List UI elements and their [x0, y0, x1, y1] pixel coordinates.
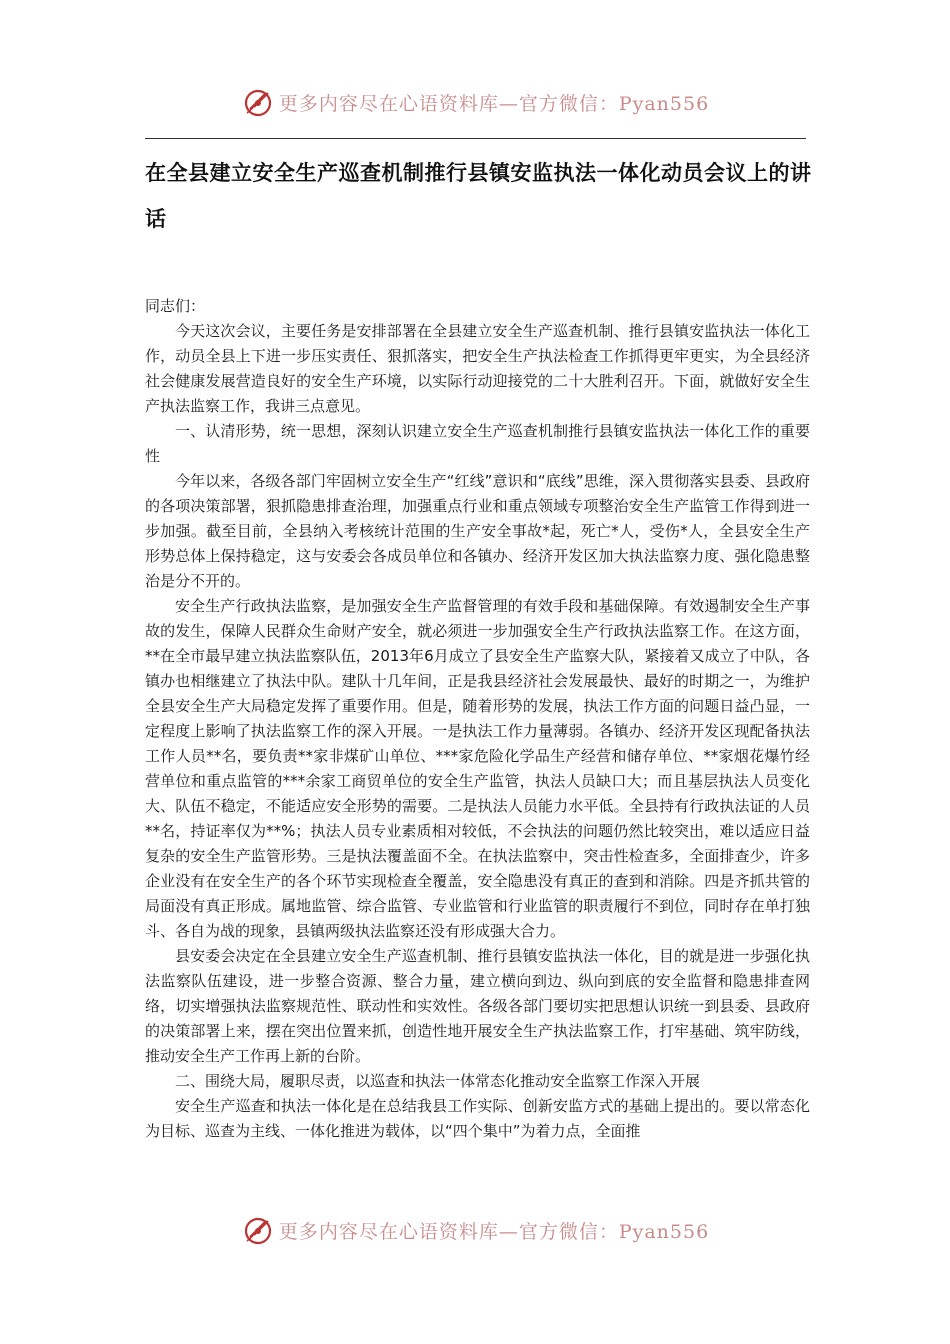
- section-heading: 一、认清形势，统一思想，深刻认识建立安全生产巡查机制推行县镇安监执法一体化工作的重要性: [145, 422, 810, 465]
- paragraph: 县安委会决定在全县建立安全生产巡查机制、推行县镇安监执法一体化，目的就是进一步强化执法监察队伍建设，进一步整合资源、整合力量，建立横向到边、纵向到底的安全监督和隐患排查网络，切实增强执法监察规范性、联动性和实效性。各级各部门要切实把思想认识统一到县委、县政府的决策部署上来，摆在突出位置来抓，创造性地开展安全生产执法监察工作，打牢基础、筑牢防线，推动安全生产工作再上新的台阶。: [145, 947, 810, 1065]
- header-divider: [145, 138, 806, 139]
- quill-logo-icon: [241, 1213, 275, 1247]
- document-title: 在全县建立安全生产巡查机制推行县镇安监执法一体化动员会议上的讲话: [145, 161, 812, 231]
- quill-logo-icon: [241, 85, 275, 119]
- paragraph: 安全生产行政执法监察，是加强安全生产监督管理的有效手段和基础保障。有效遏制安全生产事故的发生，保障人民群众生命财产安全，就必须进一步加强安全生产行政执法监察工作。在这方面，**在全市最早建立执法监察队伍，2013年6月成立了县安全生产监察大队，紧接着又成立了中队，各镇办也相继建立了执法中队。建队十几年间，正是我县经济社会发展最快、最好的时期之一，为维护全县安全生产大局稳定发挥了重要作用。但是，随着形势的发展，执法工作方面的问题日益凸显，一定程度上影响了执法监察工作的深入开展。一是执法工作力量薄弱。各镇办、经济开发区现配备执法工作人员**名，要负责**家非煤矿山单位、***家危险化学品生产经营和储存单位、**家烟花爆竹经营单位和重点监管的***余家工商贸单位的安全生产监管，执法人员缺口大；而且基层执法人员变化大、队伍不稳定，不能适应安全形势的需要。二是执法人员能力水平低。全县持有行政执法证的人员**名，持证率仅为**%；执法人员专业素质相对较低，不会执法的问题仍然比较突出，难以适应日益复杂的安全生产监管形势。三是执法覆盖面不全。在执法监察中，突击性检查多，全面排查少，许多企业没有在安全生产的各个环节实现检查全覆盖，安全隐患没有真正的查到和消除。四是齐抓共管的局面没有真正形成。属地监管、综合监管、专业监管和行业监管的职责履行不到位，同时存在单打独斗、各自为战的现象，县镇两级执法监察还没有形成强大合力。: [145, 597, 810, 940]
- document-body: [145, 294, 810, 1144]
- footer-watermark: [0, 1210, 950, 1250]
- salutation: 同志们：: [145, 297, 206, 315]
- header-watermark: [0, 82, 950, 122]
- paragraph: 今天这次会议，主要任务是安排部署在全县建立安全生产巡查机制、推行县镇安监执法一体化工作，动员全县上下进一步压实责任、狠抓落实，把安全生产执法检查工作抓得更牢更实，为全县经济社会健康发展营造良好的安全生产环境，以实际行动迎接党的二十大胜利召开。下面，就做好安全生产执法监察工作，我讲三点意见。: [145, 322, 810, 415]
- paragraph: 安全生产巡查和执法一体化是在总结我县工作实际、创新安监方式的基础上提出的。要以常态化为目标、巡查为主线、一体化推进为载体，以“四个集中”为着力点，全面推: [145, 1097, 810, 1140]
- watermark-text: 更多内容尽在心语资料库—官方微信：Pyan556: [278, 1220, 710, 1243]
- paragraph: 今年以来，各级各部门牢固树立安全生产“红线”意识和“底线”思维，深入贯彻落实县委、县政府的各项决策部署，狠抓隐患排查治理，加强重点行业和重点领域专项整治安全生产监管工作得到进一步加强。截至目前，全县纳入考核统计范围的生产安全事故*起，死亡*人，受伤*人，全县安全生产形势总体上保持稳定，这与安委会各成员单位和各镇办、经济开发区加大执法监察力度、强化隐患整治是分不开的。: [145, 472, 810, 590]
- section-heading: 二、围绕大局，履职尽责，以巡查和执法一体常态化推动安全监察工作深入开展: [175, 1072, 701, 1090]
- watermark-text: 更多内容尽在心语资料库—官方微信：Pyan556: [278, 92, 710, 115]
